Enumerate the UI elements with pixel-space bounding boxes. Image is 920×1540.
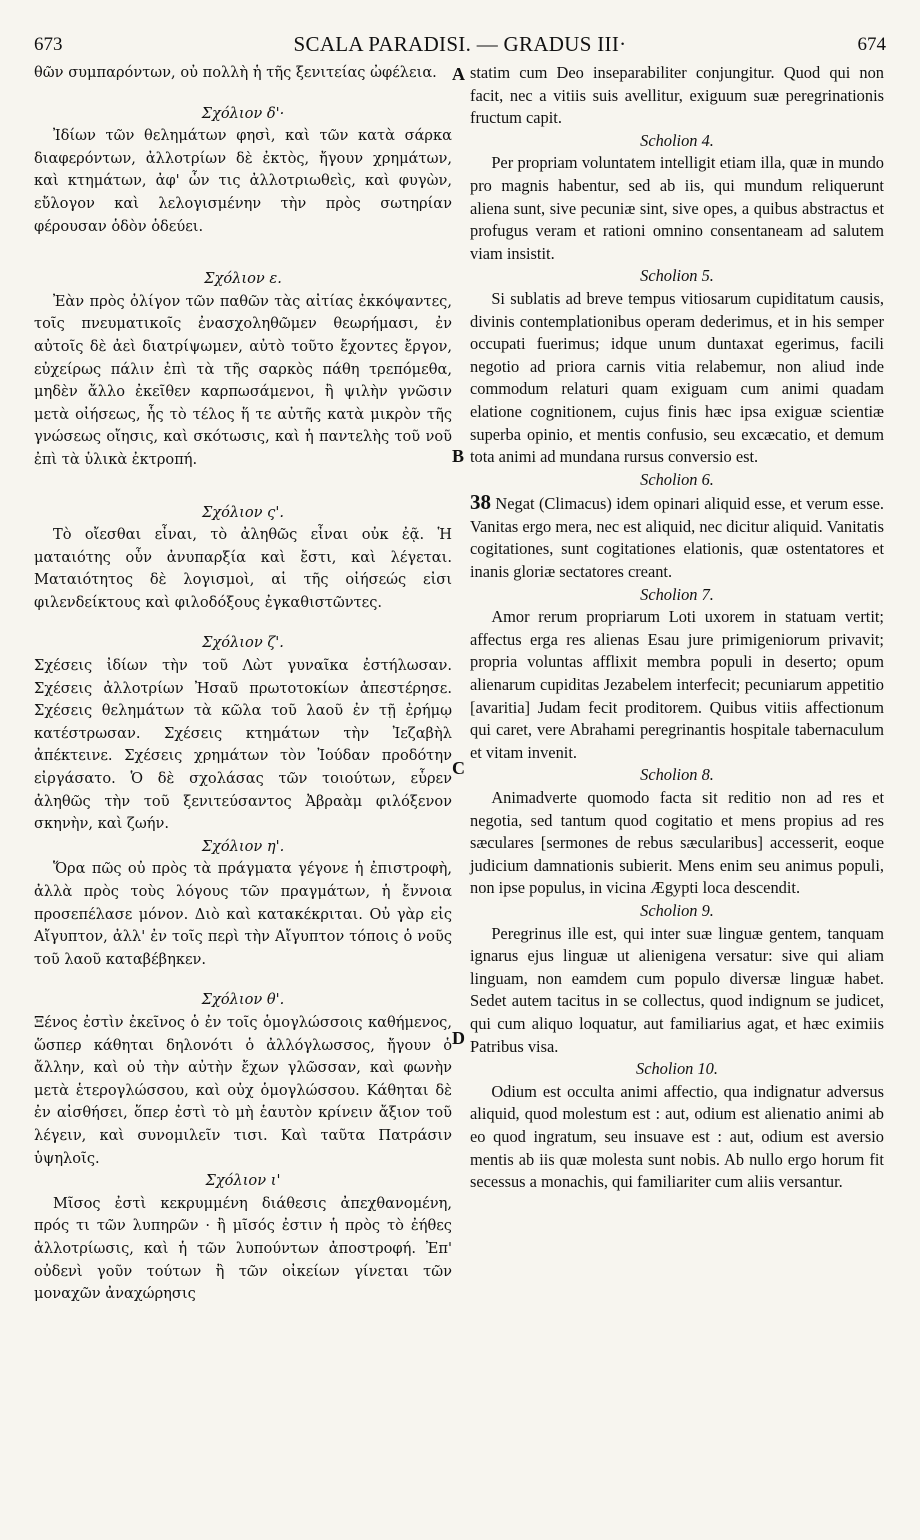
greek-scholion-7-text: Σχέσεις ἰδίων τὴν τοῦ Λὼτ γυναῖκα ἐστήλωσαν. Σχέσεις ἀλλοτρίων Ἠσαῦ πρωτοτοκίων ἀπεστέρησε. Σχέσεις θελημάτων τὰ κῶλα τοῦ λαοῦ ἐν τῇ ἐρήμῳ κατέστρωσαν. Σχέσεις κτημάτων τὴν Ἰεζαβὴλ ἀπέκτεινε. Σχέσεις χρημάτων τὸν Ἰούδαν προδότην εἰργάσατο. Ὁ δὲ σχολάσας τῶν τοιούτων, εὗρεν ἀληθῶς τὴν τοῦ ξενιτεύσαντος Ἀβραὰμ φιλόξενον σκηνὴν, καὶ ζωήν. (34, 657, 452, 833)
latin-scholion-4-heading: Scholion 4. (640, 130, 714, 150)
latin-scholion-7-text: Amor rerum propriarum Loti uxorem in statuam vertit; affectus erga res alienas Esau jure primigeniorum privavit; propria voluntas afflixit membra populi in deserto; opum alienarum cupiditas Jezabelem interfecit; pecuniarum appetitio [avaritia] Judam fecit proditorem. Quibus vitiis affectionum qui caret, vere Abrahami peregrinantis hospitale tabernaculum et vitam invenit. (470, 607, 884, 762)
greek-scholion-9-heading: Σχόλιον θ'. (201, 991, 285, 1009)
greek-column (34, 62, 452, 1530)
margin-marker-c: C (452, 758, 465, 778)
greek-scholion-8-text: Ὅρα πῶς οὐ πρὸς τὰ πράγματα γέγονε ἡ ἐπιστροφὴ, ἀλλὰ πρὸς τοὺς λόγους τῶν πραγμάτων, ἡ ἔννοια προσεπέλασε μόνον. Διὸ καὶ κατακέκριται. Οὐ γὰρ εἰς Αἴγυπτον, ἀλλ' ἐν τοῖς περὶ τὴν Αἴγυπτον τόποις ὁ νοῦς τοῦ λαοῦ καταβέβηκεν. (34, 860, 452, 968)
margin-marker-a: A (452, 64, 465, 84)
latin-column (470, 62, 884, 1530)
greek-intro: θῶν συμπαρόντων, οὐ πολλὴ ἡ τῆς ξενιτείας ὠφέλεια. (34, 64, 437, 81)
running-header (34, 30, 886, 60)
greek-scholion-4-heading: Σχόλιον δ'· (201, 104, 285, 122)
latin-scholion-5-text: Si sublatis ad breve tempus vitiosarum cupiditatum causis, divinis contemplationibus operam dederimus, et in his semper occupati fuerimus; idque unum duntaxat egerimus, facili negotio ad priora carnis vitia relabemur, non aliud inde commodum relaturi quam exiguam cum animi quadam elatione cognitionem, cujus finis hæc ipsa exiguæ scientiæ superba opinio, et mentis confusio, seu excæcatio, et demum tota animi ad mundana rursus conversio est. (470, 288, 884, 467)
greek-scholion-10-text: Μῖσος ἐστὶ κεκρυμμένη διάθεσις ἀπεχθανομένη, πρός τι τῶν λυπηρῶν · ἢ μῖσός ἐστιν ἡ πρὸς τὸ ἐήθες ἀλλοτρίωσις, καὶ ἡ τῶν λυπούντων ἀποστροφή. Ἐπ' οὐδενὶ γοῦν τούτων ἢ τῶν οἰκείων γίνεται τῶν μοναχῶν ἀναχώρησις (34, 1194, 452, 1303)
greek-scholion-6-heading: Σχόλιον ς'. (201, 503, 285, 521)
latin-scholion-10-text: Odium est occulta animi affectio, qua indignatur adversus aliquid, quod molestum est : aut, odium est alienatio animi ab eo quod ingratum, seu insuave est : aut, odium est aversio mentis ab iis quæ molesta sunt nobis. Ab nullo ergo horum fit secessus a monachis, qui familiariter cum aliis versantur. (470, 1081, 884, 1192)
greek-scholion-4-text: Ἰδίων τῶν θελημάτων φησὶ, καὶ τῶν κατὰ σάρκα διαφερόντων, ἀλλοτρίων δὲ ἐκτὸς, ἤγουν χρημάτων, καὶ κτημάτων, ἀφ' ὧν τις ἀλλοτριωθεὶς, καὶ φυγὼν, εὔλογον καὶ λελογισμένην τὴν πρὸς σωτηρίαν φέρουσαν ὁδὸν ὁδεύει. (34, 127, 452, 235)
greek-scholion-7-heading: Σχόλιον ζ'. (202, 634, 284, 652)
margin-marker-b: B (452, 446, 465, 466)
page-number-left: 673 (34, 34, 63, 55)
latin-scholion-6-text: Negat (Climacus) idem opinari aliquid esse, et verum esse. Vanitas ergo mera, nec est aliquid, nec dicitur aliquid. Vanitatis cogitationes, sunt cogitationes elationis, quæ ostentatores et inanis gloriæ sectatores creant. (470, 494, 884, 582)
latin-scholion-6-heading: Scholion 6. (640, 469, 714, 489)
latin-intro: statim cum Deo inseparabiliter conjungitur. Quod qui non facit, nec a vitiis suis avellitur, exiguum suæ peregrinationis fructum capit. (470, 63, 884, 128)
greek-scholion-8-heading: Σχόλιον η'. (201, 837, 285, 855)
latin-scholion-5-heading: Scholion 5. (640, 266, 714, 286)
column-number: 38 (470, 490, 491, 515)
greek-scholion-9-text: Ξένος ἐστὶν ἐκεῖνος ὁ ἐν τοῖς ὁμογλώσσοις καθήμενος, ὥσπερ κάθηται δηλονότι ὁ ἀλλόγλωσσος, ἤγουν ὁ ἄλλην, καὶ οὐ τὴν αὐτὴν ἔχων γλῶσσαν, καὶ φωνὴν μετὰ ἑτερογλώσσου, καὶ οὐχ ὁμογλώσσου. Κάθηται δὲ ἐν αἰσθήσει, ὅπερ ἐστὶ τὸ μὴ ἑαυτὸν κρίνειν ἄξιον τοῦ λέγειν, καὶ συνομιλεῖν τισι. Καὶ ταῦτα Πατράσιν ὑψηλοῖς. (34, 1013, 452, 1167)
greek-scholion-6-text: Τὸ οἴεσθαι εἶναι, τὸ ἀληθῶς εἶναι οὐκ ἐᾷ. Ἡ ματαιότης οὖν ἀνυπαρξία καὶ ἔστι, καὶ λέγεται. Ματαιότητος δὲ λογισμοὶ, αἱ τῆς οἰήσεώς εἰσι φιλενδείκτους καὶ φιλοδόξους ἐγκαθιστῶντες. (34, 526, 452, 611)
latin-scholion-4-text: Per propriam voluntatem intelligit etiam illa, quæ in mundo pro magnis habentur, sed ab iis, qui mundum reliquerunt aliena sunt, sive pecuniæ sint, sive opes, a quibus abstractus et profugus veram et rationi omnino consentaneam ad salutem viam insistit. (470, 153, 884, 263)
latin-scholion-7-heading: Scholion 7. (640, 584, 714, 604)
greek-scholion-10-heading: Σχόλιον ι' (205, 1172, 281, 1190)
latin-scholion-8-text: Animadverte quomodo facta sit reditio non ad res et negotia, sed tantum quod cogitatio et mens propius ad res sæculares [sermones de rebus sæcularibus] accesserit, eoque judicium damnationis subierit. Mens enim seu animus populi, non ipse populus, in vicina Ægypti loca descendit. (470, 788, 884, 898)
running-title: SCALA PARADISI. — GRADUS III· (293, 32, 627, 56)
latin-scholion-10-heading: Scholion 10. (636, 1059, 718, 1079)
latin-scholion-9-heading: Scholion 9. (640, 900, 714, 920)
latin-scholion-6-paragraph (470, 491, 884, 583)
latin-scholion-8-heading: Scholion 8. (640, 765, 714, 785)
greek-scholion-5-heading: Σχόλιον ε. (204, 270, 282, 288)
latin-scholion-9-text: Peregrinus ille est, qui inter suæ linguæ gentem, tanquam ignarus ejus linguæ ut alienigena versatur: sive qui aliam linguam, non eamdem cum populo diversæ linguæ habet. Sedet autem tacitus in se collectus, quod indignum se judicet, qui cum aliquo loquatur, aut familiarius agat, et hæc eximiis Patribus visa. (470, 923, 884, 1056)
margin-marker-d: D (452, 1028, 465, 1048)
page-number-right: 674 (857, 34, 886, 55)
greek-scholion-5-text: Ἐὰν πρὸς ὀλίγον τῶν παθῶν τὰς αἰτίας ἐκκόψαντες, τοῖς πνευματικοῖς ἐνασχοληθῶμεν θεωρήμασι, ἐν αὐτοῖς δὲ ἀεὶ διατρίψωμεν, αὐτὸ τοῦτο ἔχοντες ἔργον, εὐχείρως πάλιν ἐπὶ τὰ τῆς σαρκὸς πάθη τρεπόμεθα, μηδὲν ἄλλο ἐκεῖθεν καρπωσάμενοι, ἢ ψιλὴν γνῶσιν μετὰ οἰήσεως, ἧς τὸ τέλος ἥ τε αὐτῆς κατὰ μικρὸν τῆς γνώσεως οἴησις, καὶ σκότωσις, καὶ ἡ παντελὴς τοῦ νοῦ ἐπὶ τὰ ὑλικὰ ἐκτροπή. (34, 292, 452, 468)
